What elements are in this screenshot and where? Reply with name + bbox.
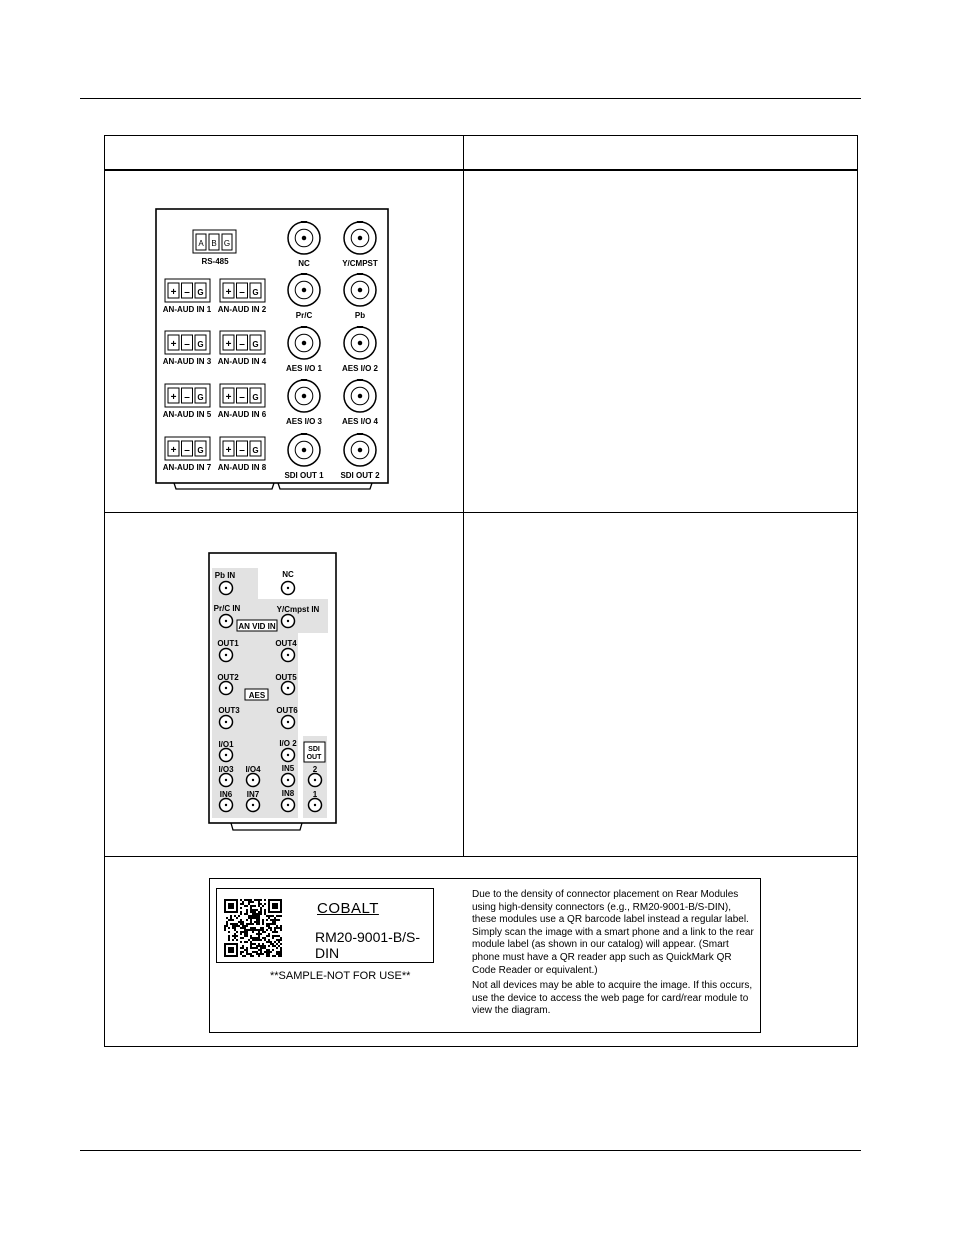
- audio-pin-label: +: [170, 339, 177, 350]
- audio-input-connector: [163, 437, 212, 472]
- bnc-connector-icon: [282, 774, 295, 787]
- audio-input-connector: [218, 384, 267, 419]
- bnc-label: AES I/O 4: [341, 417, 379, 426]
- io2-label: I/O 2: [279, 739, 297, 748]
- in7-label: IN7: [246, 790, 260, 799]
- rear-module-diagram-b: [200, 548, 342, 834]
- bnc-label: AES I/O 2: [341, 364, 379, 373]
- bnc-connector-icon: [247, 774, 260, 787]
- qr-label-card: [216, 888, 434, 963]
- in6-label: IN6: [219, 790, 233, 799]
- audio-input-connector: [163, 331, 212, 366]
- bnc-connector-icon: [282, 799, 295, 812]
- audio-pin-label: –: [184, 287, 190, 298]
- bnc-connector-icon: [282, 749, 295, 762]
- audio-input-label: AN-AUD IN 1: [162, 305, 212, 314]
- out5-label: OUT5: [275, 673, 297, 682]
- bnc-label: Y/CMPST: [342, 259, 378, 268]
- qr-paragraph-1: Due to the density of connector placement on Rear Modules using high-density connectors (e.g., RM20-9001-B/S-DIN), these modules use a QR barcode label instead a regular label. Simply scan the image with a smart phone and a link to the rear module label (as shown in our catalog) will appear. (Smart phone must have a QR reader app such as QuickMark QR Code Reader or equivalent.): [472, 889, 754, 976]
- audio-pin-label: –: [239, 339, 245, 350]
- audio-input-label: AN-AUD IN 4: [217, 357, 267, 366]
- audio-input-label: AN-AUD IN 6: [217, 410, 267, 419]
- bnc-connector-icon: [288, 380, 320, 412]
- audio-input-label: AN-AUD IN 5: [162, 410, 212, 419]
- audio-pin-label: +: [170, 445, 177, 456]
- rs485-label: RS-485: [201, 257, 229, 266]
- bnc-label: SDI OUT 1: [284, 471, 324, 480]
- in8-label: IN8: [281, 789, 295, 798]
- table-column-divider: [463, 136, 464, 856]
- bnc-connector-icon: [309, 774, 322, 787]
- audio-pin-label: –: [184, 445, 190, 456]
- bnc-label: AES I/O 3: [285, 417, 323, 426]
- aes-label: AES: [248, 691, 266, 700]
- bnc-connector-icon: [220, 615, 233, 628]
- bnc-connector-icon: [344, 327, 376, 359]
- bnc-connector-icon: [282, 682, 295, 695]
- rear-module-diagram-a: [150, 205, 395, 493]
- rs485-pin-a: A: [198, 239, 204, 248]
- rs485-pin-b: B: [211, 239, 217, 248]
- bnc-connector-icon: [220, 682, 233, 695]
- audio-input-connector: [163, 279, 212, 314]
- audio-input-label: AN-AUD IN 7: [162, 463, 212, 472]
- audio-input-connector: [218, 331, 267, 366]
- out2-label: OUT2: [217, 673, 239, 682]
- audio-pin-label: G: [252, 340, 259, 349]
- bnc-connector-icon: [220, 716, 233, 729]
- bnc-connector-icon: [344, 380, 376, 412]
- bnc-connector-icon: [220, 749, 233, 762]
- qr-code-icon: [222, 897, 284, 959]
- audio-pin-label: –: [184, 392, 190, 403]
- bnc-connector-icon: [282, 716, 295, 729]
- bnc-connector-icon: [282, 649, 295, 662]
- bnc-connector-icon: [282, 582, 295, 595]
- table-row-divider: [105, 856, 857, 857]
- bnc-label: SDI OUT 2: [340, 471, 380, 480]
- bnc-label: Pb: [354, 311, 366, 320]
- audio-input-label: AN-AUD IN 8: [217, 463, 267, 472]
- model-number: RM20-9001-B/S-DIN: [315, 929, 421, 961]
- bnc-label: Pr/C: [295, 311, 313, 320]
- audio-pin-label: G: [252, 446, 259, 455]
- bnc-connector-icon: [247, 799, 260, 812]
- bnc-connector-icon: [288, 274, 320, 306]
- audio-input-connector: [218, 279, 267, 314]
- audio-pin-label: G: [197, 340, 204, 349]
- bnc-connector-icon: [282, 615, 295, 628]
- audio-input-label: AN-AUD IN 3: [162, 357, 212, 366]
- footer-rule: [80, 1150, 861, 1151]
- audio-pin-label: –: [184, 339, 190, 350]
- bnc-label: NC: [298, 259, 310, 268]
- audio-input-connector: [218, 437, 267, 472]
- an-vid-in-label: AN VID IN: [238, 622, 276, 631]
- in5-label: IN5: [281, 764, 295, 773]
- bnc-connector-icon: [288, 222, 320, 254]
- out6-label: OUT6: [276, 706, 298, 715]
- io4-label: I/O4: [245, 765, 261, 774]
- header-rule: [80, 98, 861, 99]
- audio-pin-label: G: [197, 288, 204, 297]
- audio-input-connector: [163, 384, 212, 419]
- bnc-connector-icon: [344, 434, 376, 466]
- rs485-pin-g: G: [223, 239, 231, 248]
- bnc-connector-icon: [220, 774, 233, 787]
- bnc-connector-icon: [288, 327, 320, 359]
- out4-label: OUT4: [275, 639, 297, 648]
- audio-pin-label: G: [252, 288, 259, 297]
- prc-in-label: Pr/C IN: [213, 604, 241, 613]
- audio-pin-label: –: [239, 445, 245, 456]
- audio-pin-label: +: [225, 392, 232, 403]
- audio-pin-label: G: [252, 393, 259, 402]
- bnc-connector-icon: [220, 649, 233, 662]
- qr-description: [472, 889, 757, 1021]
- audio-pin-label: +: [170, 392, 177, 403]
- bnc-connector-icon: [220, 799, 233, 812]
- audio-pin-label: G: [197, 393, 204, 402]
- audio-input-label: AN-AUD IN 2: [217, 305, 267, 314]
- qr-label-sample: [209, 878, 761, 1033]
- audio-pin-label: +: [170, 287, 177, 298]
- sdi-out-label-line2: OUT: [306, 754, 322, 761]
- io1-label: I/O1: [218, 740, 234, 749]
- bnc-connector-icon: [220, 582, 233, 595]
- qr-paragraph-2: Not all devices may be able to acquire the image. If this occurs, use the device to access the web page for card/rear module to view the diagram.: [472, 980, 753, 1017]
- ycmpst-in-label: Y/Cmpst IN: [276, 605, 320, 614]
- nc-label: NC: [282, 570, 294, 579]
- brand-name: COBALT: [317, 900, 379, 917]
- table-header-divider: [105, 169, 857, 171]
- io3-label: I/O3: [218, 765, 234, 774]
- audio-pin-label: +: [225, 445, 232, 456]
- sample-note: **SAMPLE-NOT FOR USE**: [270, 970, 411, 982]
- out3-label: OUT3: [218, 706, 240, 715]
- audio-pin-label: +: [225, 287, 232, 298]
- sdi2-label: 2: [312, 765, 318, 774]
- pb-in-label: Pb IN: [214, 571, 236, 580]
- bnc-connector-icon: [309, 799, 322, 812]
- bnc-connector-icon: [288, 434, 320, 466]
- out1-label: OUT1: [217, 639, 239, 648]
- audio-pin-label: –: [239, 392, 245, 403]
- sdi1-label: 1: [312, 790, 318, 799]
- bnc-label: AES I/O 1: [285, 364, 323, 373]
- table-row-divider: [105, 512, 857, 513]
- bnc-connector-icon: [344, 274, 376, 306]
- bnc-connector-icon: [344, 222, 376, 254]
- audio-pin-label: +: [225, 339, 232, 350]
- audio-pin-label: G: [197, 446, 204, 455]
- audio-pin-label: –: [239, 287, 245, 298]
- sdi-out-label-line1: SDI: [308, 746, 320, 753]
